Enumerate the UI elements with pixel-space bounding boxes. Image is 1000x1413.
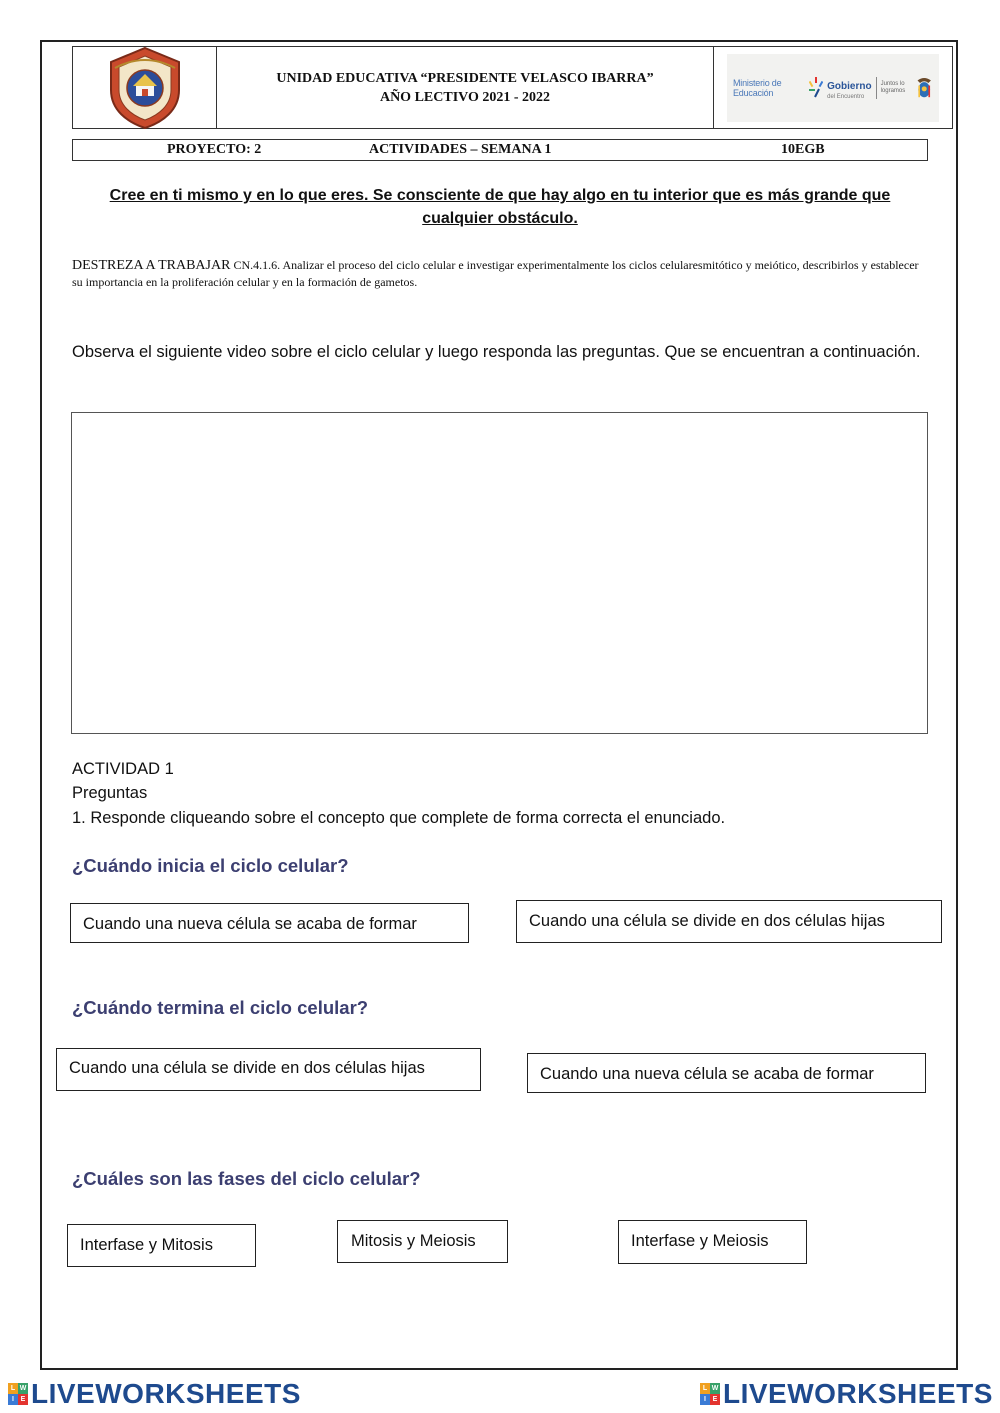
icon-letter: I xyxy=(700,1394,710,1405)
liveworksheets-icon xyxy=(8,1383,28,1405)
icon-letter: E xyxy=(18,1394,28,1405)
question-2: ¿Cuándo termina el ciclo celular? xyxy=(72,997,369,1018)
answer-option[interactable]: Cuando una célula se divide en dos células hijas xyxy=(56,1048,481,1091)
grade-level: 10EGB xyxy=(781,142,825,157)
ministry-text: Ministerio de Educación xyxy=(733,77,782,98)
school-crest-icon xyxy=(105,46,185,130)
liveworksheets-icon xyxy=(700,1383,720,1405)
footer-brand-left[interactable] xyxy=(8,1380,301,1408)
skill-text: CN.4.1.6. Analizar el proceso del ciclo celular e investigar experimentalmente los ciclos celularesmitótico y meiótico, describirlos y establecer su importancia en la proliferación celular y en la formación de gametos. xyxy=(72,258,919,289)
question-1: ¿Cuándo inicia el ciclo celular? xyxy=(72,855,349,876)
icon-letter: L xyxy=(8,1383,18,1394)
answer-option[interactable]: Cuando una nueva célula se acaba de formar xyxy=(70,903,469,943)
header-table xyxy=(72,46,953,129)
motto: Cree en ti mismo y en lo que eres. Se consciente de que hay algo en tu interior que es más grande que cualquier obstáculo. xyxy=(109,187,891,227)
answer-option[interactable]: Mitosis y Meiosis xyxy=(337,1220,508,1263)
icon-letter: I xyxy=(8,1394,18,1405)
question-3: ¿Cuáles son las fases del ciclo celular? xyxy=(72,1168,421,1189)
video-instruction: Observa el siguiente video sobre el ciclo celular y luego responda las preguntas. Que se encuentran a continuación. xyxy=(72,343,921,361)
project-number: PROYECTO: 2 xyxy=(167,142,262,157)
juntos-text: Juntos lo logramos xyxy=(880,80,906,94)
project-bar xyxy=(72,139,928,161)
skill-block xyxy=(72,257,928,291)
icon-letter: W xyxy=(711,1385,719,1392)
gobierno-text: Gobierno xyxy=(827,80,872,92)
school-year: AÑO LECTIVO 2021 - 2022 xyxy=(379,89,551,105)
video-placeholder[interactable] xyxy=(71,412,928,734)
skill-label: DESTREZA A TRABAJAR xyxy=(72,258,231,273)
activity-subtitle: Preguntas xyxy=(72,784,148,802)
icon-letter: E xyxy=(710,1394,720,1405)
activities-week: ACTIVIDADES – SEMANA 1 xyxy=(369,142,552,157)
school-title-block xyxy=(217,47,714,128)
gobierno-sub: del Encuentro xyxy=(827,93,865,100)
answer-option[interactable]: Cuando una célula se divide en dos células hijas xyxy=(516,900,942,943)
footer-brand-right[interactable] xyxy=(700,1380,993,1408)
ministry-logo xyxy=(727,54,939,122)
school-crest xyxy=(73,47,217,128)
gobierno-burst-icon xyxy=(809,77,823,99)
answer-option[interactable]: Interfase y Meiosis xyxy=(618,1220,807,1264)
icon-letter: W xyxy=(19,1385,27,1392)
activity-prompt: 1. Responde cliqueando sobre el concepto que complete de forma correcta el enunciado. xyxy=(72,809,726,827)
answer-option[interactable]: Interfase y Mitosis xyxy=(67,1224,256,1267)
activity-title: ACTIVIDAD 1 xyxy=(72,760,174,778)
answer-option[interactable]: Cuando una nueva célula se acaba de formar xyxy=(527,1053,926,1093)
ministry-logo-cell xyxy=(714,47,952,128)
logo-separator xyxy=(876,77,877,99)
brand-text: LIVEWORKSHEETS xyxy=(723,1378,993,1409)
gobierno-logo xyxy=(809,76,914,100)
ecuador-coat-of-arms-icon xyxy=(915,73,933,103)
icon-letter: L xyxy=(700,1383,710,1394)
school-name: UNIDAD EDUCATIVA “PRESIDENTE VELASCO IBARRA” xyxy=(276,70,654,86)
brand-text: LIVEWORKSHEETS xyxy=(31,1378,301,1409)
